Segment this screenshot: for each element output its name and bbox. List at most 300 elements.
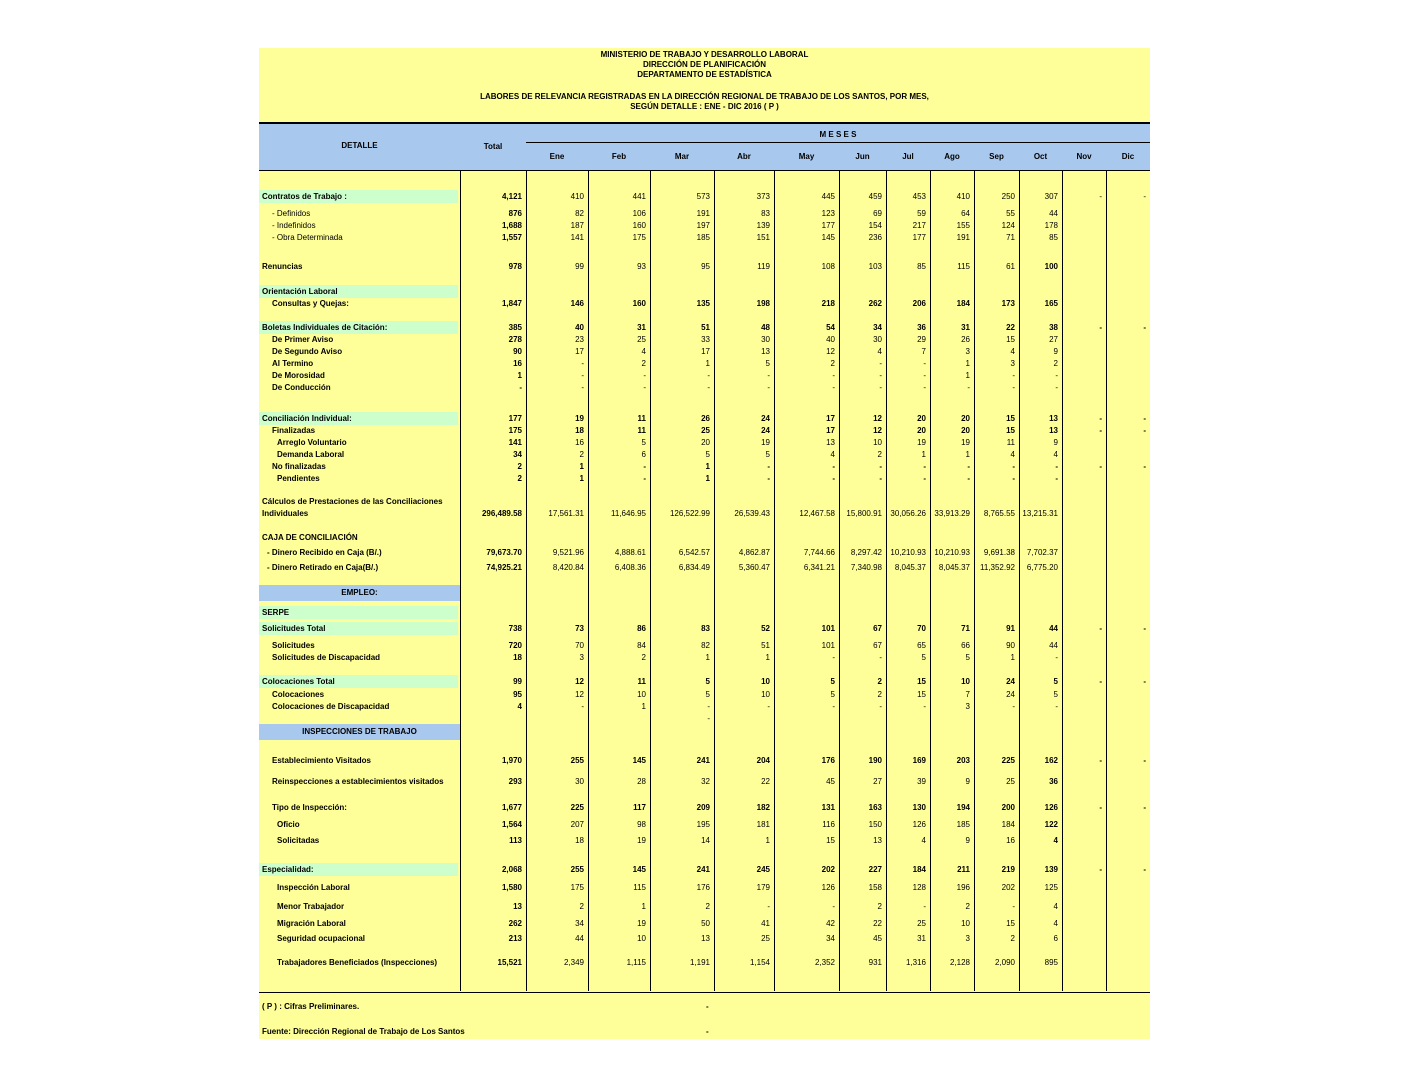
month-cell: 25	[637, 335, 646, 344]
month-cell: 24	[1006, 677, 1015, 686]
month-cell: 1	[965, 450, 970, 459]
month-cell: 39	[917, 777, 926, 786]
month-cell: -	[879, 383, 882, 392]
table-row	[259, 334, 1150, 346]
month-cell: 209	[696, 803, 710, 812]
month-cell: 307	[1044, 192, 1058, 201]
month-cell: 255	[570, 756, 584, 765]
month-cell: -	[832, 474, 835, 483]
month-cell: 61	[1006, 262, 1015, 271]
month-cell: 178	[1044, 221, 1058, 230]
month-cell: -	[1143, 323, 1146, 332]
month-cell: 145	[821, 233, 835, 242]
month-cell: 91	[1006, 624, 1015, 633]
month-cell: 19	[637, 919, 646, 928]
row-label: Solicitadas	[277, 836, 320, 845]
month-cell: 139	[1044, 865, 1058, 874]
table-row	[259, 496, 1150, 508]
row-label: CAJA DE CONCILIACIÓN	[262, 533, 358, 542]
month-cell: 10	[873, 438, 882, 447]
table-row	[259, 449, 1150, 461]
month-cell: 2,349	[563, 958, 584, 967]
total-cell: 2	[517, 474, 522, 483]
month-cell: -	[923, 371, 926, 380]
row-label: Tipo de Inspección:	[272, 803, 347, 812]
month-cell: -	[707, 714, 710, 723]
month-cell: 36	[917, 323, 926, 332]
month-cell: -	[1012, 383, 1015, 392]
month-cell: -	[1099, 462, 1102, 471]
month-cell: 141	[570, 233, 584, 242]
month-cell: 2	[579, 902, 584, 911]
row-label: Pendientes	[277, 474, 320, 483]
month-cell: -	[879, 359, 882, 368]
total-cell: -	[519, 383, 522, 392]
month-cell: 165	[1044, 299, 1058, 308]
month-cell: 241	[696, 756, 710, 765]
month-cell: 6,408.36	[614, 563, 646, 572]
month-cell: 12	[575, 690, 584, 699]
empleo-section: EMPLEO:	[259, 585, 460, 601]
month-cell: 182	[756, 803, 770, 812]
month-cell: 101	[821, 624, 835, 633]
row-label: - Dinero Recibido en Caja (B/.)	[267, 548, 382, 557]
month-cell: 1	[705, 462, 710, 471]
total-cell: 1,677	[501, 803, 522, 812]
report-title: LABORES DE RELEVANCIA REGISTRADAS EN LA DIRECCIÓN REGIONAL DE TRABAJO DE LOS SANTOS, POR MES,	[480, 92, 929, 101]
month-cell: 4	[1053, 902, 1058, 911]
month-cell: 126,522.99	[669, 509, 710, 518]
table-row	[259, 819, 1150, 831]
month-cell: 13	[826, 438, 835, 447]
total-cell: 4,121	[501, 192, 522, 201]
month-cell: 67	[873, 641, 882, 650]
month-cell: 177	[821, 221, 835, 230]
table-row	[259, 382, 1150, 394]
month-cell: 184	[1001, 820, 1015, 829]
month-cell: 225	[1001, 756, 1015, 765]
month-cell: 7,744.66	[803, 548, 835, 557]
month-cell: 5	[830, 690, 835, 699]
month-cell: 176	[821, 756, 835, 765]
total-cell: 99	[513, 677, 522, 686]
footer-dash-1: -	[706, 1002, 709, 1011]
month-cell: 50	[701, 919, 710, 928]
month-cell: 67	[873, 624, 882, 633]
month-cell: 15	[1006, 414, 1015, 423]
month-cell: 17	[575, 347, 584, 356]
total-cell: 79,673.70	[486, 548, 522, 557]
row-label: Demanda Laboral	[277, 450, 345, 459]
month-cell: -	[581, 359, 584, 368]
month-cell: 31	[961, 323, 970, 332]
row-label: Seguridad ocupacional	[277, 934, 366, 943]
month-cell: 82	[575, 209, 584, 218]
row-label: Solicitudes	[272, 641, 315, 650]
month-cell: 12	[575, 677, 584, 686]
month-cell: -	[767, 371, 770, 380]
month-cell: 125	[1044, 883, 1058, 892]
detalle-header: DETALLE	[341, 141, 378, 150]
month-cell: 11,352.92	[980, 563, 1015, 572]
month-cell: 16	[1006, 836, 1015, 845]
month-cell: 11	[637, 426, 646, 435]
month-cell: -	[879, 653, 882, 662]
month-cell: 250	[1001, 192, 1015, 201]
month-cell: 2	[877, 677, 882, 686]
month-cell: 8,765.55	[983, 509, 1015, 518]
month-cell: 5	[641, 438, 646, 447]
month-cell: 1	[965, 371, 970, 380]
month-cell: 123	[821, 209, 835, 218]
month-cell: 13	[761, 347, 770, 356]
row-label: Finalizadas	[272, 426, 316, 435]
month-cell: 9	[1053, 438, 1058, 447]
table-row	[259, 882, 1150, 894]
table-row	[259, 547, 1150, 559]
month-cell: 573	[696, 192, 710, 201]
month-cell: 40	[575, 323, 584, 332]
month-cell: 198	[756, 299, 770, 308]
month-cell: 30,056.26	[890, 509, 926, 518]
month-cell: 41	[761, 919, 770, 928]
total-cell: 1,564	[501, 820, 522, 829]
month-cell: 11	[637, 677, 646, 686]
total-cell: 90	[513, 347, 522, 356]
month-cell: 33	[701, 335, 710, 344]
table-row	[259, 562, 1150, 574]
month-cell: 34	[575, 919, 584, 928]
month-cell: -	[643, 383, 646, 392]
row-label: Trabajadores Beneficiados (Inspecciones)	[277, 958, 438, 967]
row-label: Boletas Individuales de Citación:	[262, 323, 388, 332]
table-row	[259, 370, 1150, 382]
month-cell: -	[1055, 462, 1058, 471]
month-cell: 84	[637, 641, 646, 650]
total-cell: 1,688	[501, 221, 522, 230]
month-cell: 95	[701, 262, 710, 271]
month-cell: -	[1099, 323, 1102, 332]
month-cell: 179	[756, 883, 770, 892]
month-cell: 5,360.47	[738, 563, 770, 572]
month-cell: 139	[756, 221, 770, 230]
total-cell: 293	[508, 777, 522, 786]
month-cell: 70	[575, 641, 584, 650]
month-cell: 184	[956, 299, 970, 308]
total-cell: 1,580	[501, 883, 522, 892]
row-label: Inspección Laboral	[277, 883, 350, 892]
month-cell: 83	[761, 209, 770, 218]
month-cell: 181	[756, 820, 770, 829]
row-label: Reinspecciones a establecimientos visitados	[272, 777, 444, 786]
row-label: - Indefinidos	[272, 221, 316, 230]
month-cell: 146	[570, 299, 584, 308]
month-cell: 115	[633, 883, 646, 892]
row-label: De Primer Aviso	[272, 335, 334, 344]
month-cell: 3	[579, 653, 584, 662]
total-cell: 177	[508, 414, 522, 423]
month-cell: -	[581, 702, 584, 711]
month-cell: 4	[1010, 450, 1015, 459]
month-cell: -	[923, 474, 926, 483]
table-row	[259, 607, 1150, 619]
month-cell: 2	[705, 902, 710, 911]
month-cell: 11	[637, 414, 646, 423]
total-cell: 262	[508, 919, 522, 928]
total-cell: 738	[508, 624, 522, 633]
month-cell: 236	[868, 233, 882, 242]
table-row	[259, 286, 1150, 298]
month-cell: -	[1143, 865, 1146, 874]
month-cell: 40	[826, 335, 835, 344]
month-cell: 44	[575, 934, 584, 943]
month-cell: 12	[873, 414, 882, 423]
month-cell: 1	[641, 702, 646, 711]
month-cell: -	[1012, 371, 1015, 380]
month-cell: 160	[632, 299, 646, 308]
month-cell: 13	[701, 934, 710, 943]
table-row	[259, 640, 1150, 652]
table-row	[259, 652, 1150, 664]
month-cell: 20	[961, 414, 970, 423]
month-cell: 1	[579, 474, 584, 483]
month-cell: 219	[1001, 865, 1015, 874]
total-cell: 34	[513, 450, 522, 459]
table-row	[259, 701, 1150, 713]
month-cell: -	[1143, 462, 1146, 471]
month-cell: 5	[830, 677, 835, 686]
month-cell: 34	[873, 323, 882, 332]
month-cell: 117	[633, 803, 646, 812]
month-cell: 44	[1049, 624, 1058, 633]
month-cell: -	[707, 702, 710, 711]
table-row	[259, 918, 1150, 930]
row-label: Colocaciones de Discapacidad	[272, 702, 390, 711]
month-cell: 3	[1010, 359, 1015, 368]
table-row	[259, 437, 1150, 449]
month-cell: 24	[1006, 690, 1015, 699]
month-cell: 245	[756, 865, 770, 874]
table-row	[259, 901, 1150, 913]
footer-dash-2: -	[706, 1027, 709, 1036]
month-cell: 25	[701, 426, 710, 435]
month-cell: 200	[1001, 803, 1015, 812]
row-label: Conciliación Individual:	[262, 414, 352, 423]
month-cell: 8,045.37	[894, 563, 926, 572]
month-cell: 115	[957, 262, 970, 271]
month-cell: 177	[912, 233, 926, 242]
row-label: Oficio	[277, 820, 300, 829]
month-cell: -	[1012, 474, 1015, 483]
month-cell: 194	[956, 803, 970, 812]
month-cell: 1	[705, 359, 710, 368]
row-label: Renuncias	[262, 262, 303, 271]
month-cell: 1,154	[749, 958, 770, 967]
month-cell: 204	[756, 756, 770, 765]
month-cell: -	[767, 902, 770, 911]
month-cell: 31	[637, 323, 646, 332]
month-cell: 15	[917, 677, 926, 686]
month-cell: 1,115	[626, 958, 646, 967]
month-cell: 29	[917, 335, 926, 344]
month-cell: 108	[821, 262, 835, 271]
month-cell: -	[581, 371, 584, 380]
month-cell: 185	[696, 233, 710, 242]
month-cell: 9	[1053, 347, 1058, 356]
month-cell: 100	[1044, 262, 1058, 271]
month-cell: 9	[965, 777, 970, 786]
month-cell: 2	[641, 359, 646, 368]
month-cell: 54	[826, 323, 835, 332]
row-label: SERPE	[262, 608, 290, 617]
month-cell: 3	[965, 934, 970, 943]
month-cell: 22	[761, 777, 770, 786]
month-cell: -	[1099, 624, 1102, 633]
month-cell: 3	[965, 702, 970, 711]
month-cell: -	[1012, 702, 1015, 711]
table-row	[259, 413, 1150, 425]
month-cell: 1,316	[905, 958, 926, 967]
table-row	[259, 957, 1150, 969]
month-cell: 1	[921, 450, 926, 459]
month-cell: 158	[868, 883, 882, 892]
month-cell: 2	[1010, 934, 1015, 943]
month-cell: 26,539.43	[734, 509, 770, 518]
month-header-oct: Oct	[1033, 152, 1048, 161]
month-cell: 48	[761, 323, 770, 332]
month-cell: 10,210.93	[934, 548, 970, 557]
table-row	[259, 298, 1150, 310]
month-header-jun: Jun	[855, 152, 870, 161]
month-cell: 45	[873, 934, 882, 943]
month-cell: 187	[570, 221, 584, 230]
month-cell: -	[923, 702, 926, 711]
month-cell: 18	[575, 836, 584, 845]
month-cell: 44	[1049, 209, 1058, 218]
month-cell: -	[767, 383, 770, 392]
month-cell: 2,090	[994, 958, 1015, 967]
month-cell: 151	[756, 233, 770, 242]
month-cell: 1	[1010, 653, 1015, 662]
month-cell: 28	[637, 777, 646, 786]
month-cell: -	[879, 371, 882, 380]
table-row	[259, 191, 1150, 203]
month-header-nov: Nov	[1076, 152, 1092, 161]
month-cell: -	[923, 462, 926, 471]
preliminary-note: ( P ) : Cifras Preliminares.	[262, 1002, 360, 1011]
month-cell: 10	[761, 690, 770, 699]
month-cell: 227	[868, 865, 882, 874]
month-cell: 1	[641, 902, 646, 911]
month-cell: 27	[1049, 335, 1058, 344]
month-cell: 4	[830, 450, 835, 459]
month-cell: 135	[696, 299, 710, 308]
month-cell: -	[1099, 756, 1102, 765]
month-cell: 20	[701, 438, 710, 447]
month-cell: 131	[821, 803, 835, 812]
month-cell: 64	[961, 209, 970, 218]
total-cell: 113	[509, 836, 522, 845]
table-row	[259, 425, 1150, 437]
month-cell: 119	[757, 262, 770, 271]
month-cell: 2	[877, 690, 882, 699]
month-cell: 1,191	[689, 958, 710, 967]
total-cell: 4	[517, 702, 522, 711]
month-cell: 4	[1053, 450, 1058, 459]
month-cell: 6,834.49	[678, 563, 710, 572]
row-label: Individuales	[262, 509, 309, 518]
month-cell: 154	[868, 221, 882, 230]
month-cell: 4	[641, 347, 646, 356]
month-cell: 1	[579, 462, 584, 471]
month-cell: 7,340.98	[850, 563, 882, 572]
month-cell: 202	[1001, 883, 1015, 892]
month-cell: 3	[965, 347, 970, 356]
month-cell: 38	[1049, 323, 1058, 332]
table-row	[259, 835, 1150, 847]
month-cell: 33,913.29	[934, 509, 970, 518]
row-label: Orientación Laboral	[262, 287, 338, 296]
table-row	[259, 220, 1150, 232]
month-cell: 16	[575, 438, 584, 447]
total-cell: 1,847	[501, 299, 522, 308]
table-row	[259, 676, 1150, 688]
row-label: Solicitudes de Discapacidad	[272, 653, 381, 662]
total-cell: 876	[508, 209, 522, 218]
month-cell: 197	[696, 221, 710, 230]
table-row	[259, 358, 1150, 370]
month-cell: 9,521.96	[552, 548, 584, 557]
month-cell: -	[1143, 426, 1146, 435]
month-cell: 10	[761, 677, 770, 686]
month-cell: 25	[917, 919, 926, 928]
month-cell: -	[643, 462, 646, 471]
month-cell: -	[832, 383, 835, 392]
month-header-ene: Ene	[549, 152, 565, 161]
month-cell: 30	[761, 335, 770, 344]
month-cell: 15	[1006, 426, 1015, 435]
month-cell: 373	[756, 192, 770, 201]
month-cell: 2,128	[949, 958, 970, 967]
row-label: Colocaciones Total	[262, 677, 335, 686]
month-cell: -	[923, 383, 926, 392]
month-cell: 7,702.37	[1026, 548, 1058, 557]
total-cell: 1,970	[501, 756, 522, 765]
month-cell: -	[1055, 474, 1058, 483]
month-cell: 24	[761, 414, 770, 423]
month-cell: 13	[1049, 426, 1058, 435]
month-cell: 83	[701, 624, 710, 633]
month-cell: 116	[822, 820, 835, 829]
month-header-dic: Dic	[1121, 152, 1135, 161]
month-cell: 6,542.57	[678, 548, 710, 557]
month-cell: 2	[965, 902, 970, 911]
month-cell: 36	[1049, 777, 1058, 786]
month-cell: 13,215.31	[1022, 509, 1058, 518]
month-cell: 19	[575, 414, 584, 423]
month-cell: 6,775.20	[1026, 563, 1058, 572]
month-cell: 15,800.91	[846, 509, 882, 518]
total-cell: 13	[513, 902, 522, 911]
month-cell: 19	[637, 836, 646, 845]
month-cell: 45	[826, 777, 835, 786]
month-cell: 124	[1001, 221, 1015, 230]
month-cell: 7	[921, 347, 926, 356]
month-cell: 9,691.38	[983, 548, 1015, 557]
month-cell: 8,297.42	[850, 548, 882, 557]
month-header-jul: Jul	[902, 152, 914, 161]
month-cell: -	[967, 462, 970, 471]
